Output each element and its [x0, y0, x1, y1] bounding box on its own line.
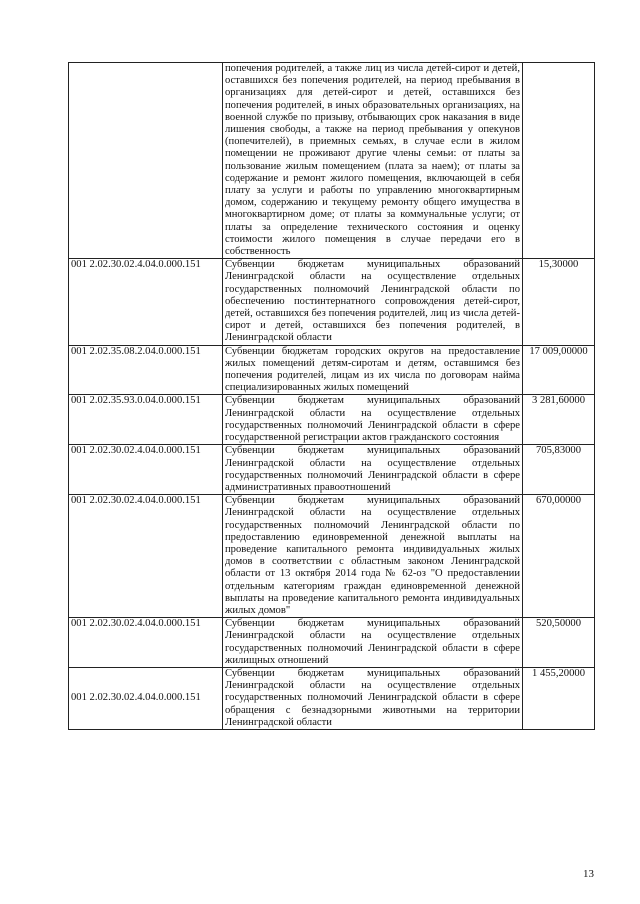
table-row: [69, 63, 595, 259]
code-cell: [69, 63, 223, 259]
description-cell: попечения родителей, а также лиц из числа детей-сирот и детей, оставшихся без попечения родителей, на период пребывания в организациях для детей-сирот и детей, оставшихся без попечения родителей, в иных образовательных организациях, на военной службе по призыву, отбывающих срок наказания в виде лишения свободы, а также на период пребывания у опекунов (попечителей), в приемных семьях, в случае если в жилом помещении не проживают другие члены семьи: от платы за пользование жилым помещением (плата за наем); от платы за содержание и ремонт жилого помещения, включающей в себя плату за услуги и работы по управлению многоквартирным домом, содержанию и текущему ремонту общего имущества в многоквартирном доме; от платы за коммунальные услуги; от платы за определение технического состояния и оценку стоимости жилого помещения в случае передачи его в собственность: [223, 63, 523, 259]
table-row: [69, 395, 595, 445]
amount-cell: 3 281,60000: [523, 395, 595, 445]
budget-table: [68, 62, 595, 730]
code-cell: 001 2.02.30.02.4.04.0.000.151: [69, 259, 223, 345]
code-cell: 001 2.02.30.02.4.04.0.000.151: [69, 618, 223, 668]
amount-cell: 1 455,20000: [523, 667, 595, 729]
table-row: [69, 445, 595, 495]
table-row: [69, 345, 595, 395]
amount-cell: 670,00000: [523, 495, 595, 618]
amount-cell: 520,50000: [523, 618, 595, 668]
table-row: [69, 667, 595, 729]
description-cell: Субвенции бюджетам муниципальных образований Ленинградской области на осуществление отдельных государственных полномочий Ленинградской области по обеспечению постинтернатного сопровождения детей-сирот, детей, оставшихся без попечения родителей, лиц из числа детей-сирот и детей, оставшихся без попечения родителей, в Ленинградской области: [223, 259, 523, 345]
description-cell: Субвенции бюджетам муниципальных образований Ленинградской области на осуществление отдельных государственных полномочий Ленинградской области в сфере административных правоотношений: [223, 445, 523, 495]
amount-cell: 705,83000: [523, 445, 595, 495]
amount-cell: [523, 63, 595, 259]
table-row: [69, 495, 595, 618]
description-cell: Субвенции бюджетам муниципальных образований Ленинградской области на осуществление отдельных государственных полномочий Ленинградской области в сфере жилищных отношений: [223, 618, 523, 668]
amount-cell: 15,30000: [523, 259, 595, 345]
description-cell: Субвенции бюджетам муниципальных образований Ленинградской области на осуществление отдельных государственных полномочий Ленинградской области в сфере государственной регистрации актов гражданского состояния: [223, 395, 523, 445]
code-cell: 001 2.02.30.02.4.04.0.000.151: [69, 667, 223, 729]
page-number: 13: [583, 868, 594, 880]
table-row: [69, 259, 595, 345]
code-cell: 001 2.02.30.02.4.04.0.000.151: [69, 445, 223, 495]
code-cell: 001 2.02.35.08.2.04.0.000.151: [69, 345, 223, 395]
description-cell: Субвенции бюджетам городских округов на предоставление жилых помещений детям-сиротам и детям, оставшимся без попечения родителей, лицам из их числа по договорам найма специализированных жилых помещений: [223, 345, 523, 395]
table-row: [69, 618, 595, 668]
description-cell: Субвенции бюджетам муниципальных образований Ленинградской области на осуществление отдельных государственных полномочий Ленинградской области в сфере обращения с безнадзорными животными на территории Ленинградской области: [223, 667, 523, 729]
code-cell: 001 2.02.35.93.0.04.0.000.151: [69, 395, 223, 445]
description-cell: Субвенции бюджетам муниципальных образований Ленинградской области на осуществление отдельных государственных полномочий Ленинградской области по предоставлению единовременной денежной выплаты на проведение капитального ремонта индивидуальных жилых домов в соответствии с областным законом Ленинградской области от 13 октября 2014 года № 62-оз "О предоставлении отдельным категориям граждан единовременной денежной выплаты на проведение капитального ремонта индивидуальных жилых домов": [223, 495, 523, 618]
code-cell: 001 2.02.30.02.4.04.0.000.151: [69, 495, 223, 618]
amount-cell: 17 009,00000: [523, 345, 595, 395]
